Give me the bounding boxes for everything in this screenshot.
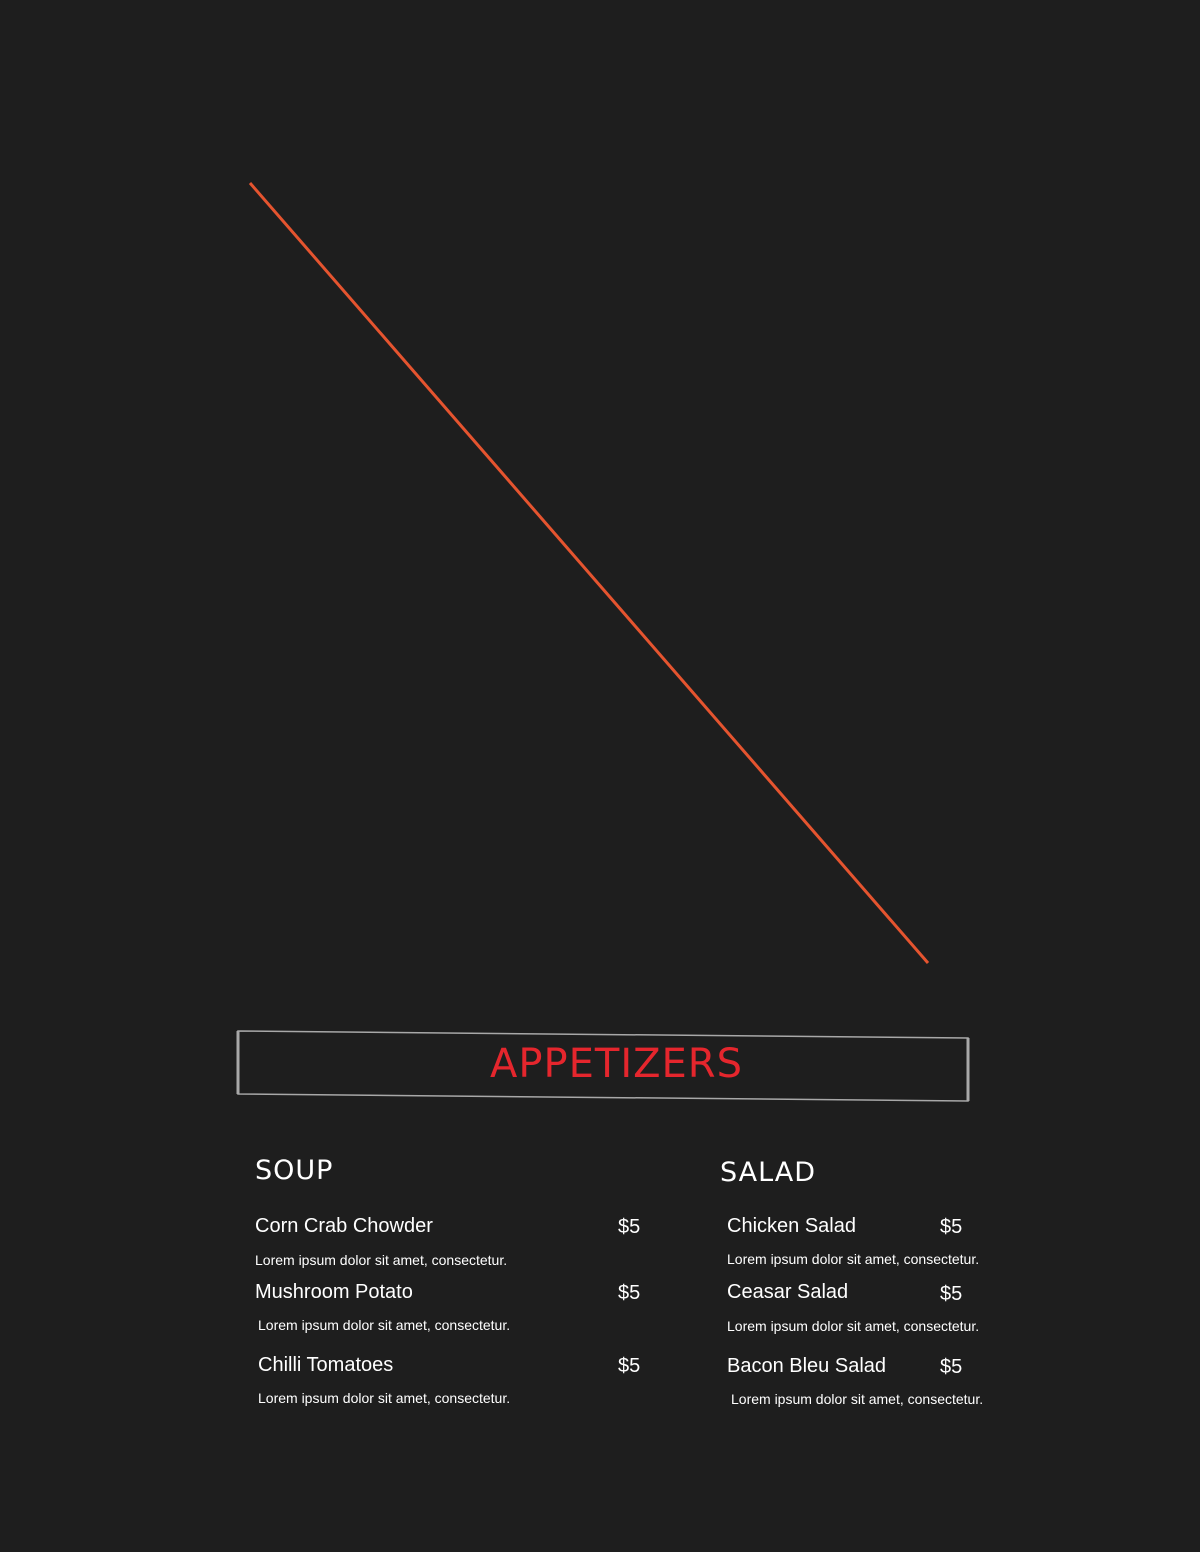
item-name: Mushroom Potato: [255, 1281, 413, 1303]
item-description: Lorem ipsum dolor sit amet, consectetur.: [731, 1391, 984, 1407]
accent-line-stroke: [250, 183, 928, 963]
item-name: Corn Crab Chowder: [255, 1215, 433, 1237]
item-price: $5: [940, 1356, 963, 1378]
item-price: $5: [940, 1283, 963, 1305]
item-description: Lorem ipsum dolor sit amet, consectetur.: [727, 1251, 980, 1267]
item-description: Lorem ipsum dolor sit amet, consectetur.: [727, 1318, 980, 1334]
soup-heading: SOUP: [255, 1155, 334, 1186]
item-description: Lorem ipsum dolor sit amet, consectetur.: [255, 1252, 508, 1268]
item-price: $5: [618, 1282, 641, 1304]
item-price: $5: [618, 1216, 641, 1238]
item-name: Chilli Tomatoes: [258, 1354, 394, 1376]
section-title: APPETIZERS: [490, 1041, 743, 1087]
item-name: Ceasar Salad: [727, 1281, 849, 1303]
item-price: $5: [940, 1216, 963, 1238]
item-description: Lorem ipsum dolor sit amet, consectetur.: [258, 1390, 511, 1406]
salad-heading: SALAD: [720, 1157, 817, 1188]
item-name: Chicken Salad: [727, 1215, 856, 1237]
item-description: Lorem ipsum dolor sit amet, consectetur.: [258, 1317, 511, 1333]
item-price: $5: [618, 1355, 641, 1377]
item-name: Bacon Bleu Salad: [727, 1355, 887, 1377]
